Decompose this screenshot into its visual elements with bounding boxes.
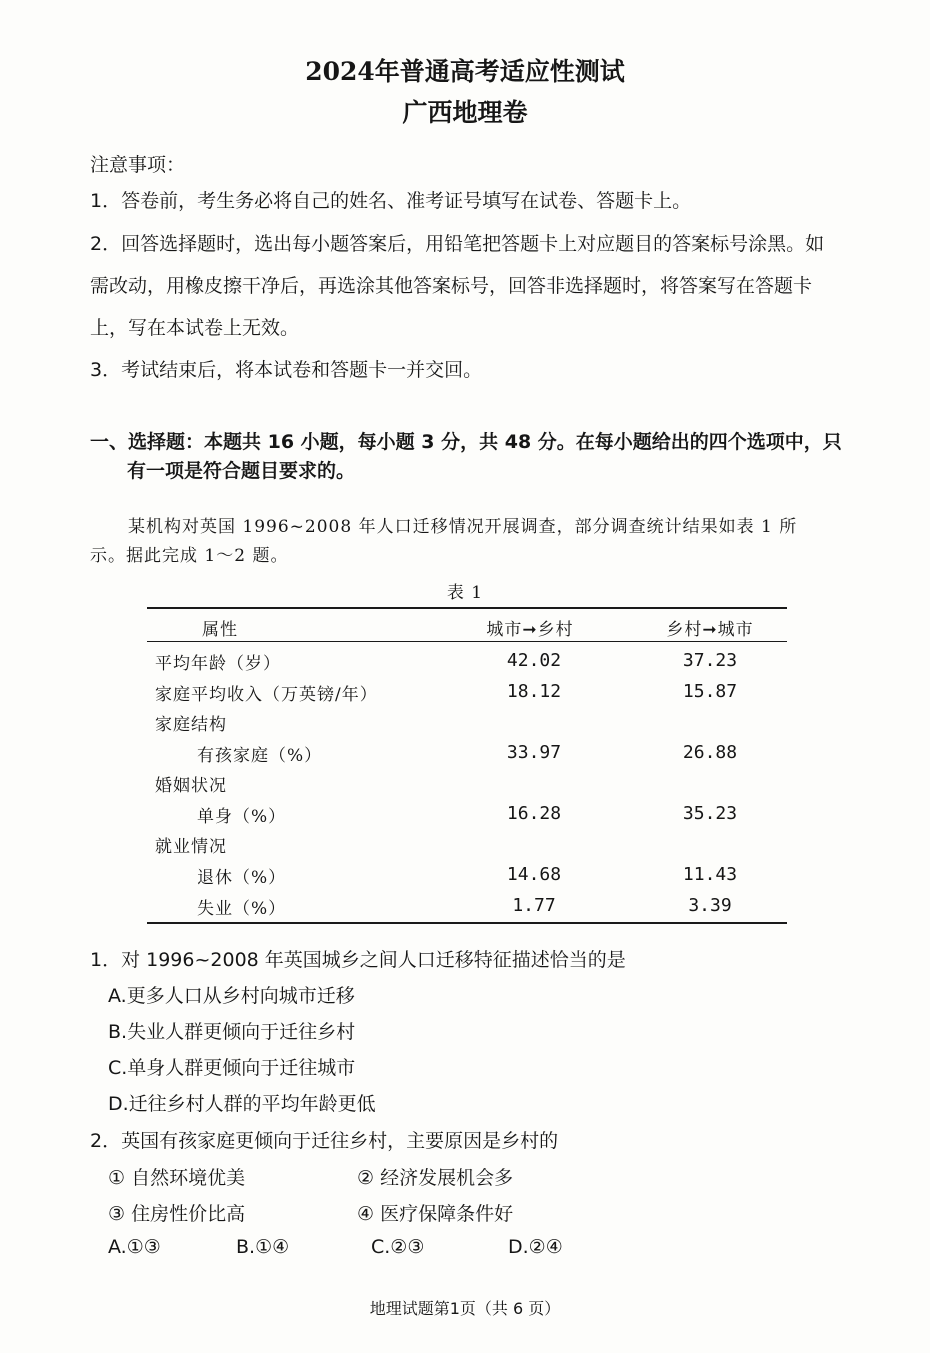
question-1-stem: 1．对 1996~2008 年英国城乡之间人口迁移特征描述恰当的是 [90, 949, 626, 971]
question-2-statement-2: ② 经济发展机会多 [357, 1167, 514, 1189]
table-cell: 35.23 [682, 803, 738, 824]
note-item-3: 3．考试结束后，将本试卷和答题卡一并交回。 [90, 359, 483, 381]
table-top-rule [147, 607, 787, 609]
table-header-urban-to-rural: 城市➞乡村 [486, 620, 574, 640]
table-cell: 26.88 [682, 742, 738, 763]
note-item-2-line-2: 需改动，用橡皮擦干净后，再选涂其他答案标号，回答非选择题时，将答案写在答题卡 [90, 275, 813, 297]
question-1-option-a: A.更多人口从乡村向城市迁移 [108, 985, 355, 1007]
question-2-stem: 2．英国有孩家庭更倾向于迁往乡村，主要原因是乡村的 [90, 1130, 559, 1152]
table-row-label: 退休（%） [197, 868, 287, 888]
exam-subtitle: 广西地理卷 [402, 98, 528, 127]
table-row-label: 家庭平均收入（万英镑/年） [155, 685, 378, 705]
question-1-option-c: C.单身人群更倾向于迁往城市 [108, 1057, 356, 1079]
table-bottom-rule [147, 922, 787, 924]
table-caption: 表 1 [446, 583, 484, 603]
table-cell: 16.28 [506, 803, 562, 824]
table-cell: 11.43 [682, 864, 738, 885]
table-cell: 15.87 [682, 681, 738, 702]
table-row-label: 就业情况 [155, 837, 227, 857]
table-cell: 42.02 [506, 650, 562, 671]
intro-line-2: 示。据此完成 1～2 题。 [90, 546, 289, 566]
table-cell: 1.77 [512, 895, 556, 916]
question-2-statement-3: ③ 住房性价比高 [108, 1203, 246, 1225]
table-cell: 37.23 [682, 650, 738, 671]
table-cell: 18.12 [506, 681, 562, 702]
question-1-option-b: B.失业人群更倾向于迁往乡村 [108, 1021, 356, 1043]
page-footer: 地理试题第1页（共 6 页） [369, 1299, 561, 1318]
question-1-option-d: D.迁往乡村人群的平均年龄更低 [108, 1093, 376, 1115]
table-row-label: 家庭结构 [155, 715, 227, 735]
exam-title: 2024年普通高考适应性测试 [305, 57, 625, 86]
intro-line-1: 某机构对英国 1996~2008 年人口迁移情况开展调查，部分调查统计结果如表 1 所 [128, 517, 798, 537]
table-row-label: 单身（%） [197, 807, 287, 827]
question-2-statement-1: ① 自然环境优美 [108, 1167, 246, 1189]
table-cell: 3.39 [688, 895, 732, 916]
note-item-2-line-1: 2．回答选择题时，选出每小题答案后，用铅笔把答题卡上对应题目的答案标号涂黑。如 [90, 233, 825, 255]
table-cell: 14.68 [506, 864, 562, 885]
question-2-option-a: A.①③ [108, 1236, 161, 1258]
table-row-label: 平均年龄（岁） [155, 654, 281, 674]
table-cell: 33.97 [506, 742, 562, 763]
table-header-attribute: 属性 [202, 620, 238, 640]
question-2-statement-4: ④ 医疗保障条件好 [357, 1203, 514, 1225]
question-2-option-c: C.②③ [371, 1236, 425, 1258]
section-heading-line-2: 有一项是符合题目要求的。 [127, 460, 356, 482]
question-2-option-d: D.②④ [508, 1236, 563, 1258]
table-row-label: 有孩家庭（%） [197, 746, 323, 766]
notes-heading: 注意事项： [90, 154, 186, 176]
table-header-rural-to-urban: 乡村➞城市 [666, 620, 754, 640]
note-item-2-line-3: 上，写在本试卷上无效。 [90, 317, 300, 339]
table-row-label: 婚姻状况 [155, 776, 227, 796]
table-row-label: 失业（%） [197, 899, 287, 919]
section-heading-line-1: 一、选择题：本题共 16 小题，每小题 3 分，共 48 分。在每小题给出的四个选项中，只 [90, 431, 842, 453]
question-2-option-b: B.①④ [236, 1236, 290, 1258]
note-item-1: 1．答卷前，考生务必将自己的姓名、准考证号填写在试卷、答题卡上。 [90, 190, 692, 212]
table-header-rule [147, 641, 787, 642]
